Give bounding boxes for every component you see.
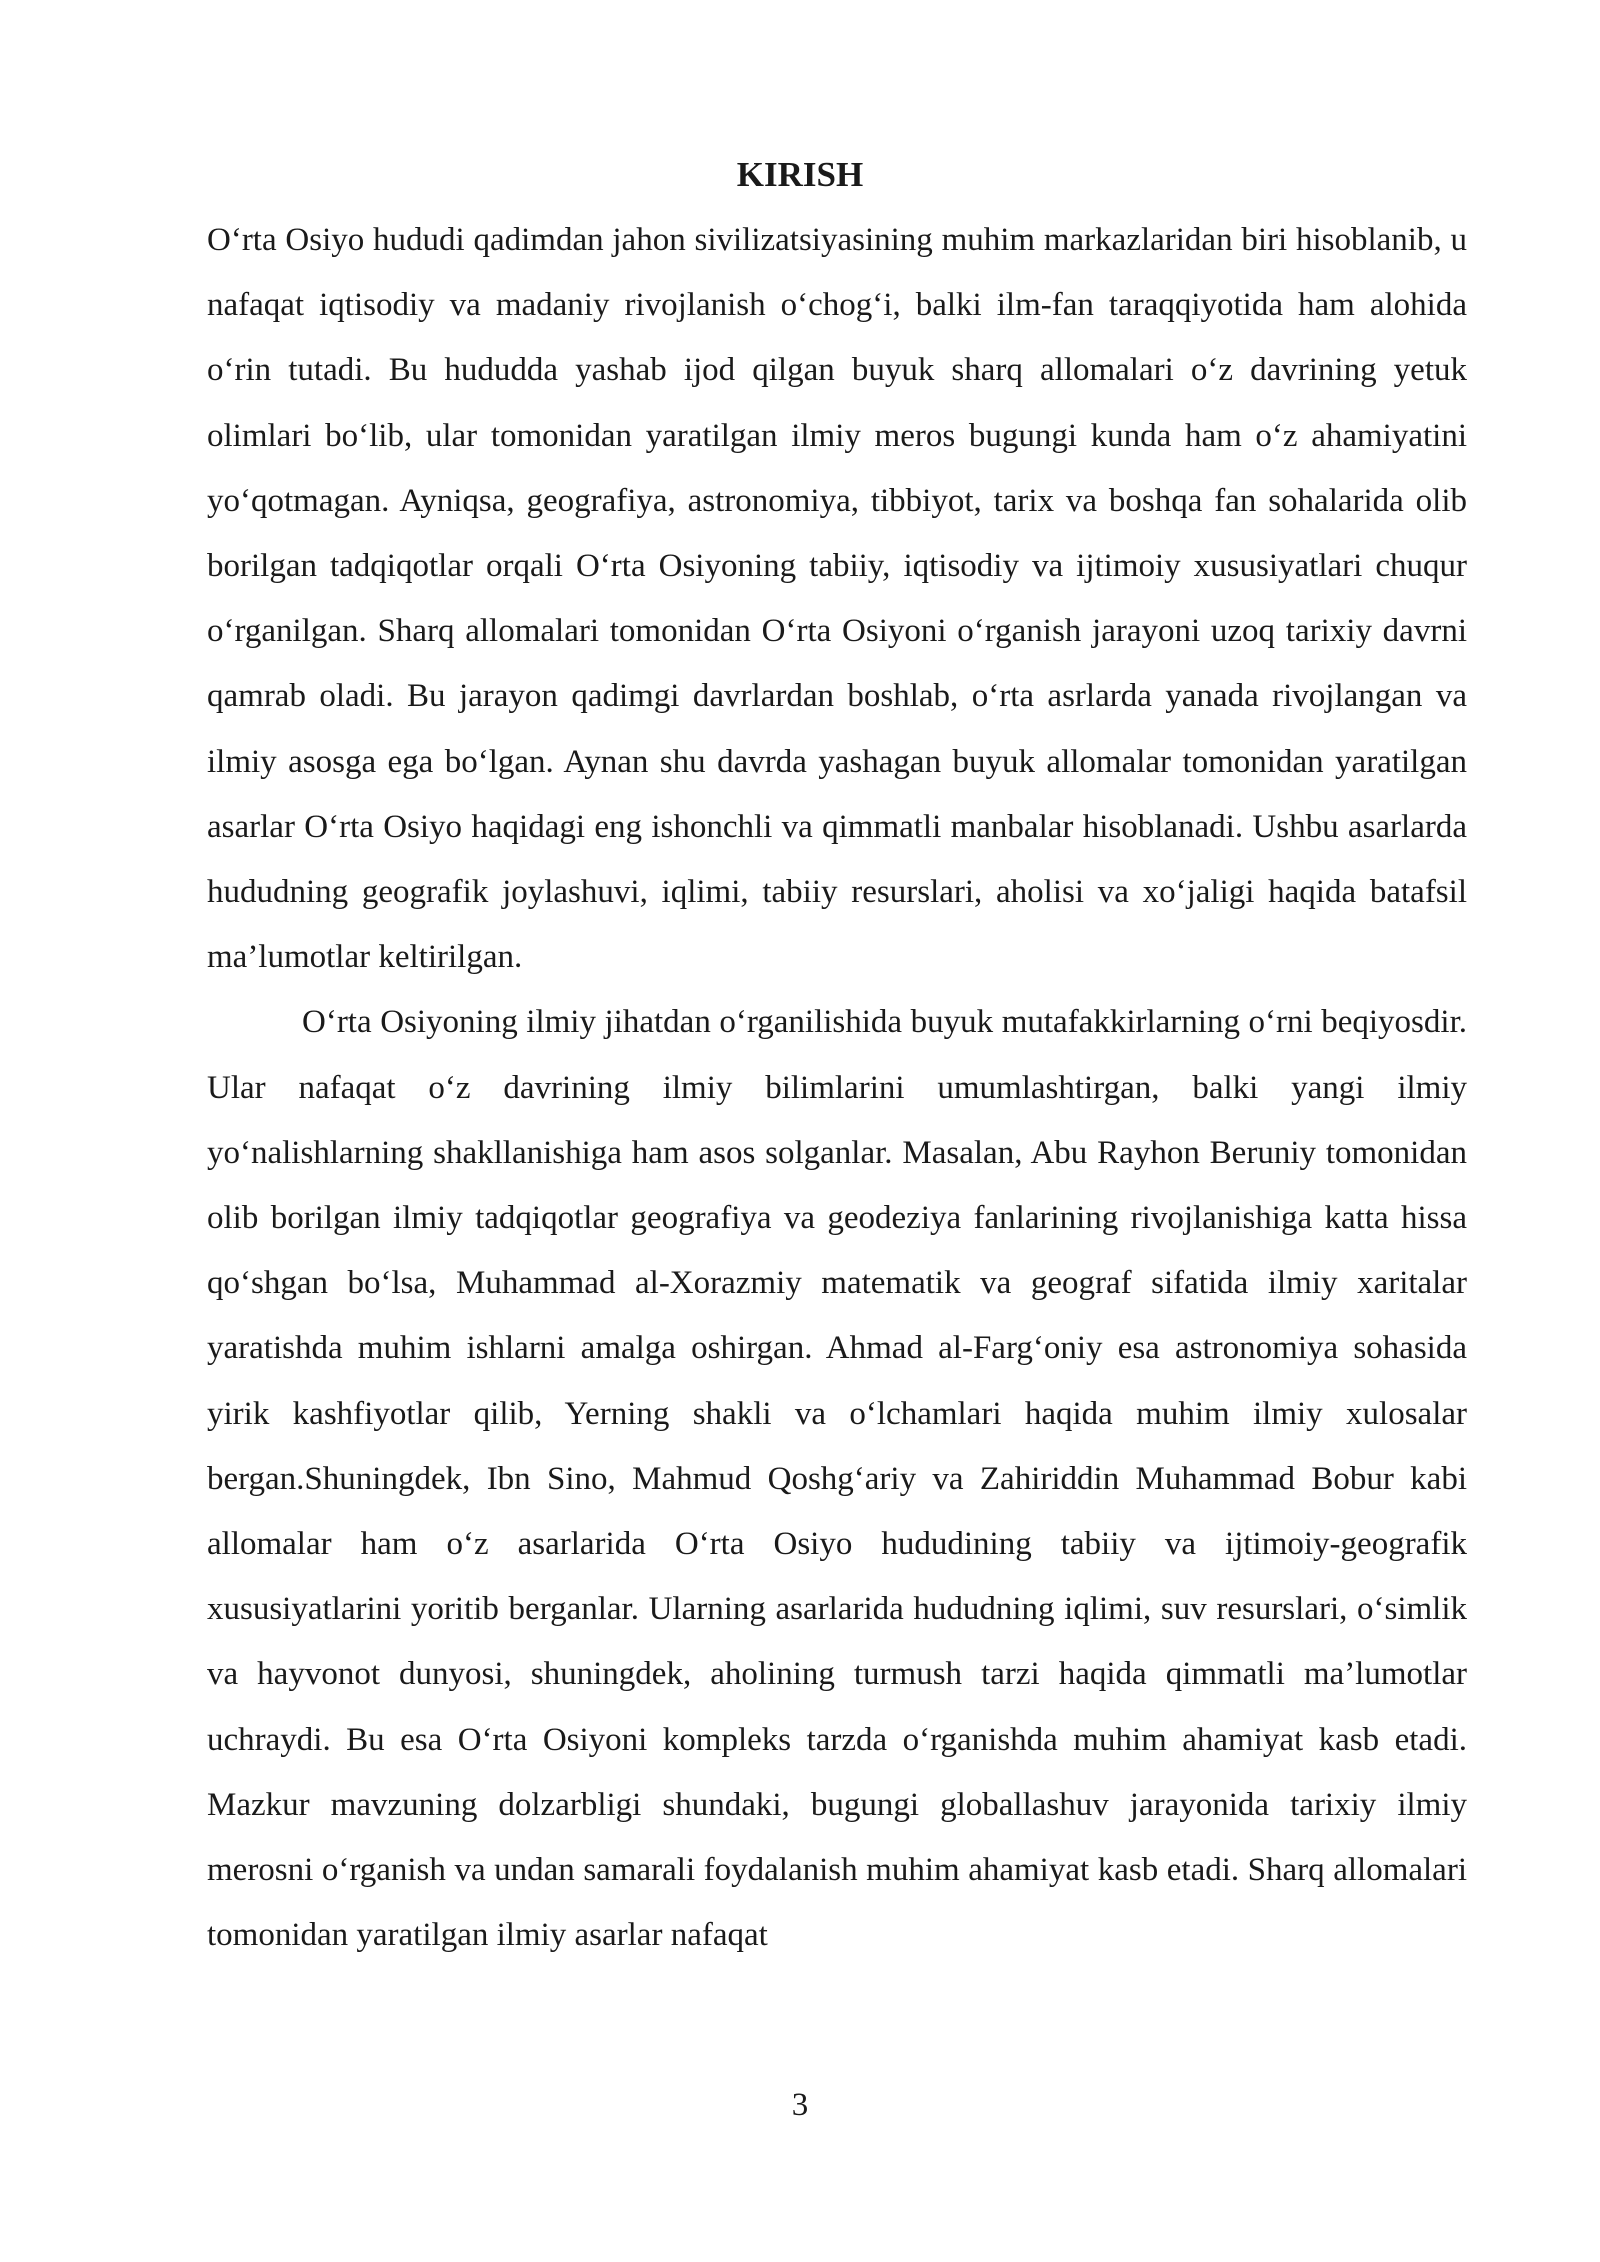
paragraph-2: O‘rta Osiyoning ilmiy jihatdan o‘rganilishida buyuk mutafakkirlarning o‘rni beqiyosdir. Ular nafaqat o‘z davrining ilmiy bilimlarini umumlashtirgan, balki yangi ilmiy yo‘nalishlarning shakllanishiga ham asos solganlar. Masalan, Abu Rayhon Beruniy tomonidan olib borilgan ilmiy tadqiqotlar geografiya va geodeziya fanlarining rivojlanishiga katta hissa qo‘shgan bo‘lsa, Muhammad al-Xorazmiy matematik va geograf sifatida ilmiy xaritalar yaratishda muhim ishlarni amalga oshirgan. Ahmad al-Farg‘oniy esa astronomiya sohasida yirik kashfiyotlar qilib, Yerning shakli va o‘lchamlari haqida muhim ilmiy xulosalar bergan.Shuningdek, Ibn Sino, Mahmud Qoshg‘ariy va Zahiriddin Muhammad Bobur kabi allomalar ham o‘z asarlarida O‘rta Osiyo hududining tabiiy va ijtimoiy-geografik xususiyatlarini yoritib berganlar. Ularning asarlarida hududning iqlimi, suv resurslari, o‘simlik va hayvonot dunyosi, shuningdek, aholining turmush tarzi haqida qimmatli ma’lumotlar uchraydi. Bu esa O‘rta Osiyoni kompleks tarzda o‘rganishda muhim ahamiyat kasb etadi. Mazkur mavzuning dolzarbligi shundaki, bugungi globallashuv jarayonida tarixiy ilmiy merosni o‘rganish va undan samarali foydalanish muhim ahamiyat kasb etadi. Sharq allomalari tomonidan yaratilgan ilmiy asarlar nafaqat [207, 1004, 1467, 1954]
body-text [207, 208, 1467, 1968]
page-title: KIRISH [736, 155, 864, 194]
paragraph-1: O‘rta Osiyo hududi qadimdan jahon sivilizatsiyasining muhim markazlaridan biri hisoblanib, u nafaqat iqtisodiy va madaniy rivojlanish o‘chog‘i, balki ilm-fan taraqqiyotida ham alohida o‘rin tutadi. Bu hududda yashab ijod qilgan buyuk sharq allomalari o‘z davrining yetuk olimlari bo‘lib, ular tomonidan yaratilgan ilmiy meros bugungi kunda ham o‘z ahamiyatini yo‘qotmagan. Ayniqsa, geografiya, astronomiya, tibbiyot, tarix va boshqa fan sohalarida olib borilgan tadqiqotlar orqali O‘rta Osiyoning tabiiy, iqtisodiy va ijtimoiy xususiyatlari chuqur o‘rganilgan. Sharq allomalari tomonidan O‘rta Osiyoni o‘rganish jarayoni uzoq tarixiy davrni qamrab oladi. Bu jarayon qadimgi davrlardan boshlab, o‘rta asrlarda yanada rivojlangan va ilmiy asosga ega bo‘lgan. Aynan shu davrda yashagan buyuk allomalar tomonidan yaratilgan asarlar O‘rta Osiyo haqidagi eng ishonchli va qimmatli manbalar hisoblanadi. Ushbu asarlarda hududning geografik joylashuvi, iqlimi, tabiiy resurslari, aholisi va xo‘jaligi haqida batafsil ma’lumotlar keltirilgan. [207, 222, 1467, 976]
page-number: 3 [791, 2087, 809, 2123]
